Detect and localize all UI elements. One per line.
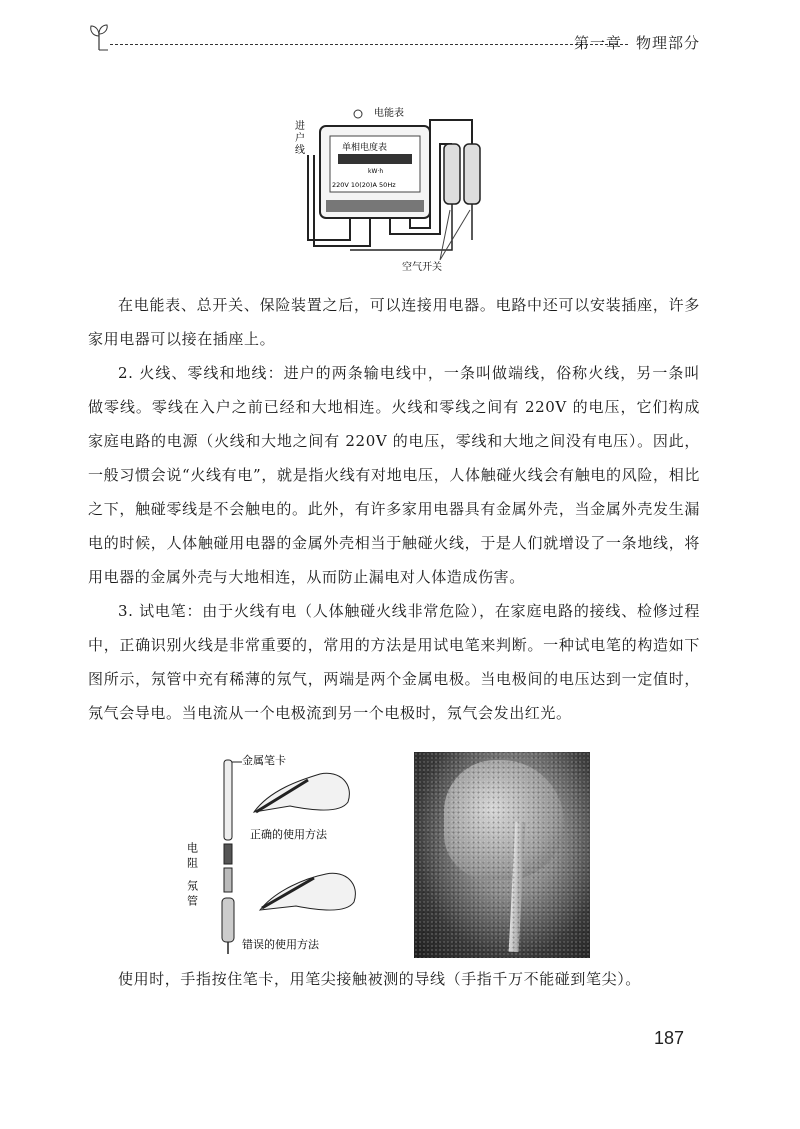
air-switch-1 xyxy=(444,144,460,204)
correct-hand xyxy=(254,773,349,812)
paragraph-appliances: 在电能表、总开关、保险装置之后，可以连接用电器。电路中还可以安装插座，许多家用电器可以接在插座上。 xyxy=(88,296,700,348)
meter-title: 单相电度表 xyxy=(342,143,388,153)
photo-grain xyxy=(414,752,590,958)
label-air-switch: 空气开关 xyxy=(402,262,442,273)
paragraph-test-pen: 3. 试电笔：由于火线有电（人体触碰火线非常危险），在家庭电路的接线、检修过程中，正确识别火线是非常重要的，常用的方法是用试电笔来判断。一种试电笔的构造如下图所示，氖管中充有稀薄的氖气，两端是两个金属电极。当电极间的电压达到一定值时，氖气会导电。当电流从一个电极流到另一个电极时，氖气会发出红光。 xyxy=(88,602,700,722)
label-wrong-use: 错误的使用方法 xyxy=(242,938,319,951)
label-correct-use: 正确的使用方法 xyxy=(250,828,327,841)
chapter-title xyxy=(574,32,700,53)
label-metal-clip: 金属笔卡 xyxy=(242,754,286,767)
switch-pointer-lines xyxy=(440,210,470,260)
page-number: 187 xyxy=(653,1028,684,1048)
meter-top-screw xyxy=(354,110,362,118)
meter-unit: kW·h xyxy=(368,168,384,175)
meter-counter xyxy=(338,154,412,164)
meter-spec: 220V 10(20)A 50Hz xyxy=(332,181,396,189)
sprout-icon xyxy=(88,22,110,52)
label-neon-tube: 氖管 xyxy=(185,880,199,910)
running-header xyxy=(88,22,700,62)
paragraph-live-neutral-ground: 2. 火线、零线和地线：进户的两条输电线中，一条叫做端线，俗称火线，另一条叫做零线。零线在入户之前已经和大地相连。火线和零线之间有 220V 的电压，它们构成家庭电路的电源（火线和大地之间有 220V 的电压，零线和大地之间没有电压）。因此，一般习惯会说“火线有电”，就是指火线有对地电压，人体触碰火线会有触电的风险，相比之下，触碰零线是不会触电的。此外，有许多家用电器具有金属外壳，当金属外壳发生漏电的时候，人体触碰用电器的金属外壳相当于触碰火线，于是人们就增设了一条地线，将用电器的金属外壳与大地相连，从而防止漏电对人体造成伤害。 xyxy=(88,364,700,586)
pen-body-upper xyxy=(224,760,232,840)
meter-wiring-figure xyxy=(290,100,500,275)
label-resistor: 电阻 xyxy=(185,842,199,872)
test-pen-photo xyxy=(414,752,590,958)
pen-neon-tube xyxy=(224,868,232,892)
pen-body-lower xyxy=(222,898,234,942)
wrong-hand xyxy=(260,873,355,910)
label-meter: 电能表 xyxy=(374,108,404,119)
test-pen-figure xyxy=(185,750,400,960)
meter-terminal-block xyxy=(326,200,424,212)
chapter-number: 第一章 xyxy=(573,34,622,52)
paragraph-usage: 使用时，手指按住笔卡，用笔尖接触被测的导线（手指千万不能碰到笔尖）。 xyxy=(118,970,641,988)
air-switch-2 xyxy=(464,144,480,204)
pen-resistor xyxy=(224,844,232,864)
label-incoming-line: 进户线 xyxy=(292,120,304,156)
header-rule xyxy=(110,44,628,45)
section-name: 物理部分 xyxy=(635,34,700,52)
